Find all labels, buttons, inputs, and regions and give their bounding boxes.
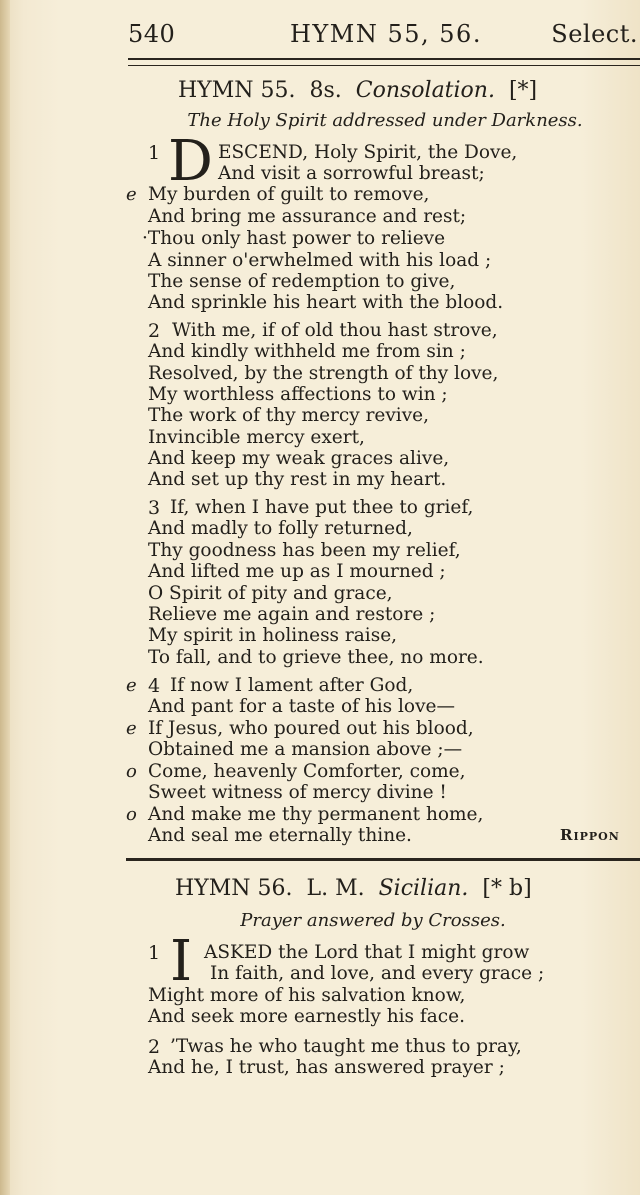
verse-line: ASKED the Lord that I might grow <box>204 942 530 963</box>
verse-line: My burden of guilt to remove, <box>148 184 430 205</box>
verse-line: ·Thou only hast power to relieve <box>142 228 446 249</box>
hymn56-stanza1-number: 1 <box>148 942 161 964</box>
hymn55-stanza2-number: 2 <box>148 320 161 342</box>
running-title: HYMN 55, 56. <box>290 20 482 48</box>
hymn55-subtitle: The Holy Spirit addressed under Darkness. <box>187 110 583 131</box>
verse-line: The work of thy mercy revive, <box>148 405 430 426</box>
dynamic-mark: e <box>126 675 137 696</box>
verse-line: If, when I have put thee to grief, <box>170 497 474 518</box>
verse-line: Resolved, by the strength of thy love, <box>148 363 499 384</box>
hymn55-tune: Consolation. <box>355 78 495 103</box>
hymn55-stanza1-number: 1 <box>148 142 161 164</box>
hymn56-stanza2-number: 2 <box>148 1036 161 1058</box>
section-label: Select. <box>551 20 638 48</box>
verse-line: And set up thy rest in my heart. <box>148 469 447 490</box>
hymn55-heading <box>178 78 640 103</box>
verse-line: And madly to folly returned, <box>148 518 413 539</box>
dynamic-mark: o <box>126 804 137 825</box>
hymn55-dropcap: D <box>168 129 213 194</box>
dynamic-mark: e <box>126 184 137 205</box>
verse-line: In faith, and love, and every grace ; <box>210 963 545 984</box>
verse-line: To fall, and to grieve thee, no more. <box>148 647 484 668</box>
hymn55-number: HYMN 55. <box>178 78 296 103</box>
verse-line: And make me thy permanent home, <box>148 804 484 825</box>
verse-line: ESCEND, Holy Spirit, the Dove, <box>218 142 518 163</box>
verse-line: Thy goodness has been my relief, <box>148 540 461 561</box>
hymn-divider <box>126 858 640 861</box>
verse-line: ’Twas he who taught me thus to pray, <box>170 1036 522 1057</box>
page-edge <box>0 0 10 1195</box>
verse-line: My spirit in holiness raise, <box>148 625 398 646</box>
verse-line: And he, I trust, has answered prayer ; <box>148 1057 505 1078</box>
verse-line: Obtained me a mansion above ;— <box>148 739 463 760</box>
hymn56-dropcap: I <box>170 929 193 994</box>
hymn55-mark: [*] <box>508 78 538 103</box>
hymn56-subtitle: Prayer answered by Crosses. <box>240 910 506 931</box>
hymn55-author: Rippon <box>560 826 620 844</box>
verse-line: And keep my weak graces alive, <box>148 448 450 469</box>
verse-line: And pant for a taste of his love— <box>148 696 455 717</box>
hymn56-heading <box>175 876 640 901</box>
verse-line: Relieve me again and restore ; <box>148 604 436 625</box>
hymn56-number: HYMN 56. <box>175 876 293 901</box>
dynamic-mark: o <box>126 761 137 782</box>
hymn55-meter: 8s. <box>309 78 342 103</box>
verse-line: If Jesus, who poured out his blood, <box>148 718 474 739</box>
verse-line: With me, if of old thou hast strove, <box>172 320 498 341</box>
verse-line: Sweet witness of mercy divine ! <box>148 782 447 803</box>
verse-line: O Spirit of pity and grace, <box>148 583 393 604</box>
dynamic-mark: e <box>126 718 137 739</box>
verse-line: And seal me eternally thine. <box>148 825 412 846</box>
verse-line: Come, heavenly Comforter, come, <box>148 761 466 782</box>
verse-line: And sprinkle his heart with the blood. <box>148 292 504 313</box>
header-rule <box>128 58 640 66</box>
verse-line: And lifted me up as I mourned ; <box>148 561 446 582</box>
verse-line: And bring me assurance and rest; <box>148 206 467 227</box>
verse-line: Might more of his salvation know, <box>148 985 466 1006</box>
hymn56-meter: L. M. <box>306 876 365 901</box>
verse-line: And visit a sorrowful breast; <box>218 163 485 184</box>
verse-line: My worthless affections to win ; <box>148 384 448 405</box>
verse-line: The sense of redemption to give, <box>148 271 456 292</box>
verse-line: And seek more earnestly his face. <box>148 1006 465 1027</box>
verse-line: A sinner o'erwhelmed with his load ; <box>148 250 492 271</box>
hymn55-stanza4-number: 4 <box>148 675 161 697</box>
verse-line: Invincible mercy exert, <box>148 427 365 448</box>
running-header <box>128 20 640 54</box>
verse-line: And kindly withheld me from sin ; <box>148 341 466 362</box>
hymn56-mark: [* b] <box>482 876 532 901</box>
verse-line: If now I lament after God, <box>170 675 414 696</box>
hymn55-stanza3-number: 3 <box>148 497 161 519</box>
page-number: 540 <box>128 20 176 48</box>
hymn56-tune: Sicilian. <box>378 876 469 901</box>
